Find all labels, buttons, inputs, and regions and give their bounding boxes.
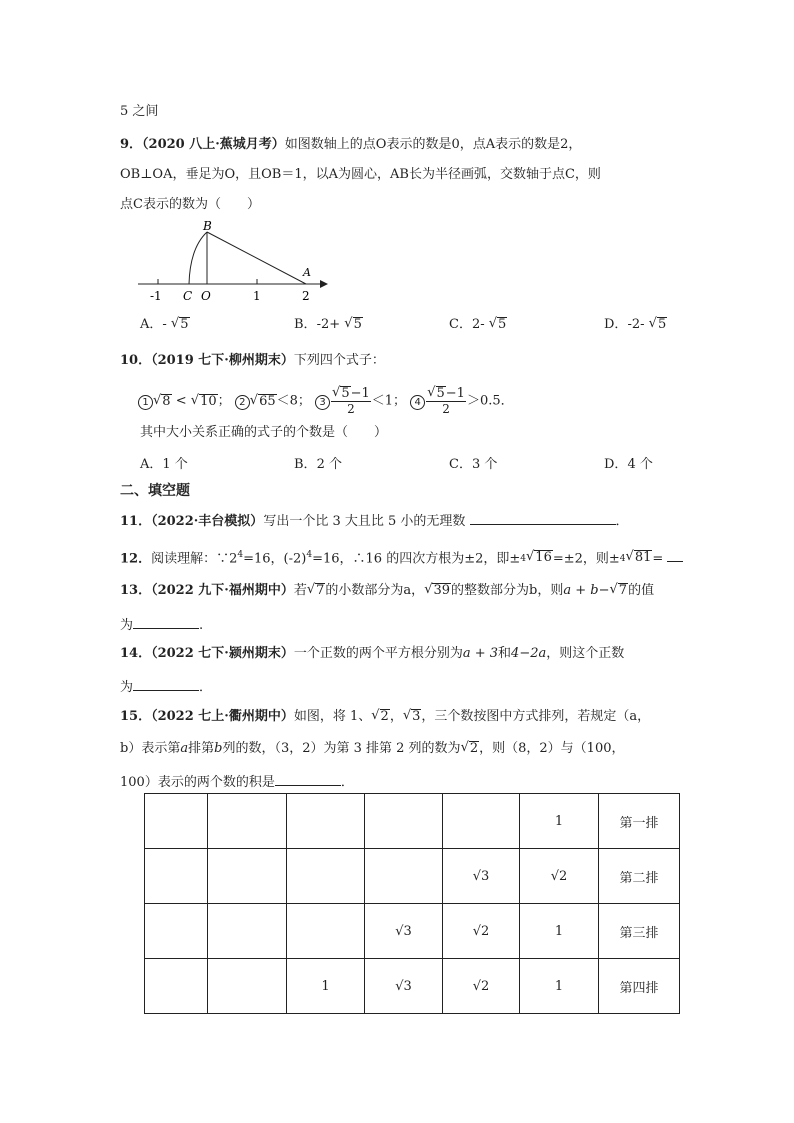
sqrt-expr: √ 5: [488, 316, 507, 332]
row-label: 第三排: [599, 904, 680, 959]
q9-option-a[interactable]: [140, 316, 190, 334]
table-cell: √3: [365, 959, 443, 1014]
top-fragment: 5 之间: [120, 104, 159, 119]
sqrt-3: √ 3: [402, 708, 421, 724]
number-arrangement-table: [144, 793, 680, 1014]
sqrt-expr: √ 5: [648, 316, 667, 332]
question-14-source: （2022 七下·颍州期末）: [151, 646, 294, 661]
sqrt-10: √ 10: [190, 392, 217, 409]
table-cell: √2: [443, 959, 520, 1014]
fraction-4: √ 5 −1 2: [427, 385, 465, 416]
question-9-source: （2020 八上·蕉城月考）: [142, 137, 285, 152]
table-cell: [208, 959, 287, 1014]
segment-ba: [207, 232, 306, 284]
radicand: 5: [498, 317, 507, 332]
question-9-line2: OB⊥OA，垂足为O，且OB＝1，以A为圆心，AB长为半径画弧，交数轴于点C，则: [120, 167, 601, 182]
question-13-source: （2022 九下·福州期中）: [151, 583, 294, 598]
radicand: 5: [657, 317, 667, 332]
option-letter: D．: [604, 317, 628, 332]
option-letter: B．: [294, 317, 317, 332]
table-cell: [208, 794, 287, 849]
question-11-text: 写出一个比 3 大且比 5 小的无理数: [263, 514, 466, 529]
table-cell: [365, 849, 443, 904]
circled-number-2: 2: [235, 395, 250, 410]
question-9-number: 9．: [120, 137, 143, 152]
table-cell: √3: [443, 849, 520, 904]
label-b: B: [203, 219, 212, 233]
q9-option-d[interactable]: [604, 316, 667, 334]
option-prefix: 2-: [471, 317, 489, 332]
q9-option-b[interactable]: [294, 316, 363, 334]
question-15-source: （2022 七上·衢州期中）: [151, 709, 294, 724]
question-9-line3: 点C表示的数为（ ）: [120, 197, 260, 212]
question-15-number: 15．: [120, 709, 152, 724]
table-row: [145, 794, 680, 849]
item2-tail: ＜8；: [276, 393, 311, 409]
question-12: 12．阅读理解：$\because 2^4=16$，$(-2)^4=16$，∴16 的四次方根为±2，即± 4 √ 16 =±2，则± 4 √ 81 =: [120, 546, 683, 568]
q10-option-c[interactable]: C．3 个: [449, 457, 498, 472]
sqrt-7-b: √ 7: [609, 582, 628, 598]
label-c: C: [183, 289, 193, 303]
sqrt-39: √ 39: [424, 582, 451, 598]
question-13-line2: 为 .: [120, 614, 203, 635]
table-cell: [287, 794, 365, 849]
fourth-root-81: 4 √ 81: [619, 548, 652, 565]
question-15-line2: b）表示第a排第b列的数，（3，2）为第 3 排第 2 列的数为 √ 2 ，则（8，2）与（100，: [120, 740, 625, 756]
question-12-number: 12．: [120, 551, 152, 567]
radicand: 5: [180, 317, 189, 332]
circled-number-1: 1: [138, 395, 153, 410]
sqrt-8: √ 8: [153, 392, 171, 409]
table-cell: [145, 904, 208, 959]
label-o: O: [201, 289, 211, 303]
option-letter: C．: [449, 317, 472, 332]
tick-label-1: 1: [253, 289, 261, 303]
question-10-number: 10．: [120, 353, 152, 368]
row-label: 第一排: [599, 794, 680, 849]
circled-number-4: 4: [410, 395, 425, 410]
option-prefix: -: [162, 317, 171, 332]
option-prefix: -2+: [316, 317, 345, 332]
separator: ；: [217, 393, 231, 409]
circled-number-3: 3: [315, 395, 330, 410]
question-9-line1: [120, 136, 581, 154]
radicand: 5: [353, 317, 362, 332]
row-label: 第二排: [599, 849, 680, 904]
axis-arrow-icon: [320, 280, 328, 288]
table-cell: [145, 959, 208, 1014]
question-15-line3: 100）表示的两个数的积是 ．: [120, 771, 354, 792]
table-row: [145, 904, 680, 959]
answer-blank-13[interactable]: [133, 614, 199, 629]
table-cell: 1: [287, 959, 365, 1014]
table-cell: [287, 904, 365, 959]
question-11-source: （2022·丰台模拟）: [151, 514, 264, 529]
sqrt-7: √ 7: [306, 582, 325, 598]
q10-option-a[interactable]: A．1 个: [140, 457, 188, 472]
table-cell: 1: [520, 794, 599, 849]
table-cell: 1: [520, 959, 599, 1014]
table-cell: √2: [520, 849, 599, 904]
answer-blank-14[interactable]: [133, 676, 199, 691]
question-10-source: （2019 七下·柳州期末）: [151, 353, 294, 368]
table-cell: √2: [443, 904, 520, 959]
table-row: [145, 959, 680, 1014]
table-cell: [145, 794, 208, 849]
tick-label-minus-1: -1: [150, 289, 162, 303]
table-cell: [287, 849, 365, 904]
question-11: 11．（2022·丰台模拟）写出一个比 3 大且比 5 小的无理数 ．: [120, 510, 629, 531]
section-title: 二、填空题: [120, 483, 190, 499]
fourth-root-16: 4 √ 16: [520, 548, 552, 565]
question-15-line1: 15．（2022 七上·衢州期中）如图，将 1、 √ 2 ， √ 3 ，三个数按图中方式排列，若规定（a，: [120, 708, 651, 724]
q10-option-d[interactable]: D．4 个: [604, 457, 653, 472]
answer-blank-15[interactable]: [275, 771, 341, 786]
table-cell: √3: [365, 904, 443, 959]
option-prefix: -2-: [627, 317, 649, 332]
answer-blank-11[interactable]: [470, 510, 616, 525]
sqrt-65: √ 65: [249, 392, 276, 409]
row-label: 第四排: [599, 959, 680, 1014]
table-cell: [443, 794, 520, 849]
question-14-line1: 14．（2022 七下·颍州期末）一个正数的两个平方根分别为a + 3和4−2a，则这个正数: [120, 646, 625, 661]
question-10-question: 其中大小关系正确的式子的个数是（ ）: [140, 425, 388, 440]
table-cell: [145, 849, 208, 904]
table-cell: [208, 849, 287, 904]
table-cell: 1: [520, 904, 599, 959]
table-row: [145, 849, 680, 904]
question-13-line1: 13．（2022 九下·福州期中）若 √ 7 的小数部分为a， √ 39 的整数部分为b，则a + b− √ 7 的值: [120, 582, 655, 598]
q10-option-b[interactable]: B．2 个: [294, 457, 342, 472]
item4-tail: ＞0.5．: [466, 393, 514, 409]
table-cell: [365, 794, 443, 849]
sqrt-2-b: √ 2: [460, 740, 479, 756]
answer-blank-12[interactable]: [667, 547, 683, 562]
question-11-number: 11．: [120, 514, 152, 529]
number-line-figure: [130, 218, 330, 308]
sqrt-expr: √ 5: [170, 316, 189, 332]
arc-bc: [189, 232, 207, 284]
question-10-line1: [120, 352, 385, 370]
question-14-line2: 为 ．: [120, 676, 212, 697]
question-13-number: 13．: [120, 583, 152, 598]
item3-tail: ＜1；: [371, 393, 407, 409]
question-9-text1: 如图数轴上的点O表示的数是0，点A表示的数是2，: [284, 137, 582, 152]
sqrt-2: √ 2: [371, 708, 389, 724]
question-14-number: 14．: [120, 646, 152, 661]
tick-label-2: 2: [302, 289, 310, 303]
label-a: A: [303, 266, 311, 279]
fraction-3: √ 5 −1 2: [332, 385, 370, 416]
question-10-items: [138, 386, 514, 416]
q9-option-c[interactable]: [449, 316, 507, 334]
option-letter: A．: [140, 317, 163, 332]
table-cell: [208, 904, 287, 959]
question-10-stem: 下列四个式子：: [293, 353, 385, 368]
sqrt-expr: √ 5: [344, 316, 362, 332]
less-than: <: [175, 393, 187, 409]
